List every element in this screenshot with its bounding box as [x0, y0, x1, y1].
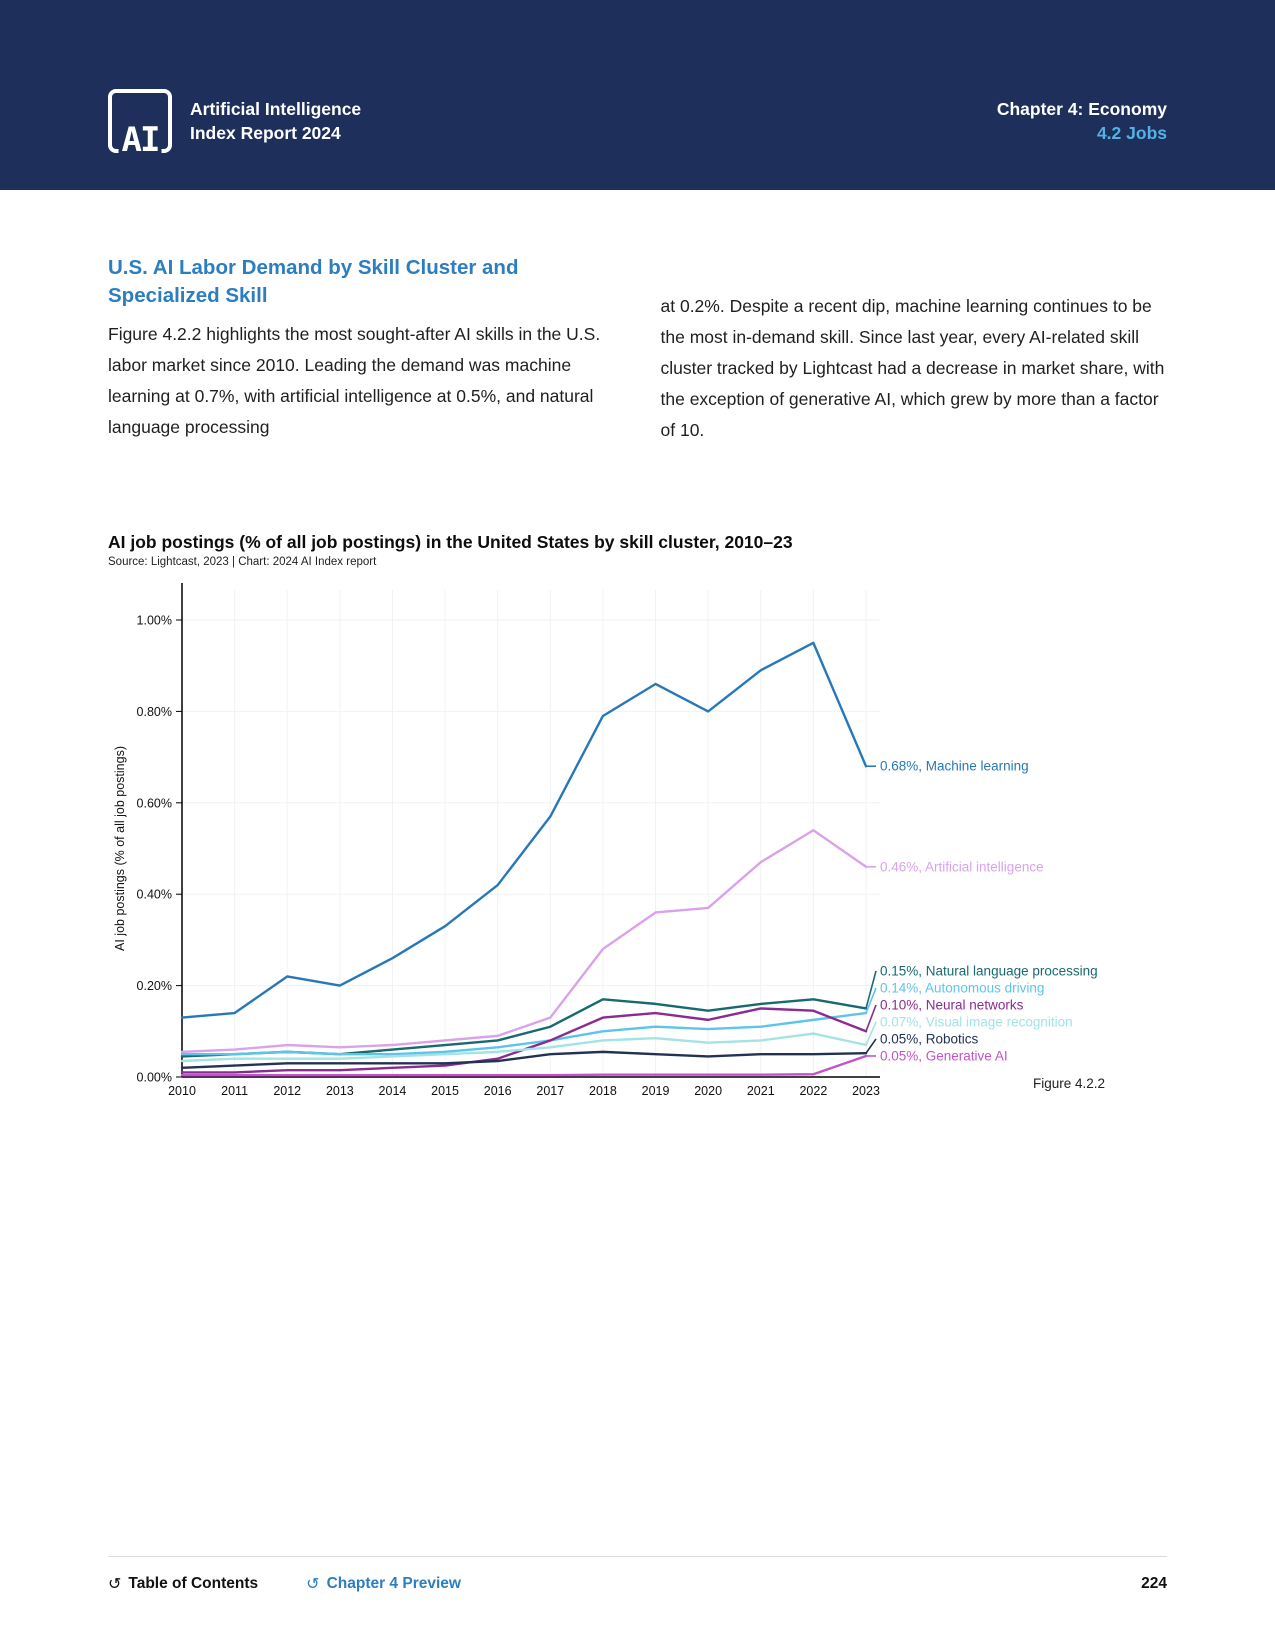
jobs-chart-svg	[108, 570, 1167, 1110]
y-tick-label: 0.20%	[136, 979, 172, 994]
y-tick-label: 0.80%	[136, 704, 172, 719]
intro-paragraph-right: at 0.2%. Despite a recent dip, machine learning continues to be the most in-demand skill. Since last year, every AI-related skill cluster tracked by Lightcast had a decrease in market share, with the exception of generative AI, which grew by more than a factor of 10.	[660, 296, 1165, 440]
x-tick-label: 2015	[431, 1084, 459, 1098]
brand-title-line1: Artificial Intelligence	[190, 99, 362, 119]
series-line-artificial-intelligence	[182, 830, 866, 1052]
y-tick-label: 1.00%	[136, 613, 172, 628]
page-header	[0, 0, 1275, 190]
x-tick-label: 2021	[746, 1084, 775, 1098]
series-label-generative-ai: 0.05%, Generative AI	[880, 1048, 1008, 1064]
x-tick-label: 2011	[221, 1084, 249, 1098]
x-tick-label: 2016	[483, 1084, 512, 1098]
logo-ai-text: AI	[119, 121, 162, 159]
chapter-info	[997, 97, 1167, 145]
ai-index-logo-icon	[108, 89, 172, 160]
chart-block	[108, 531, 1167, 1110]
chart-title: AI job postings (% of all job postings) in the United States by skill cluster, 2010–23	[108, 532, 793, 552]
page-footer	[108, 1556, 1167, 1594]
brand-title	[190, 97, 361, 145]
page-number: 224	[1141, 1575, 1167, 1592]
y-tick-label: 0.60%	[136, 796, 172, 811]
x-tick-label: 2023	[852, 1084, 880, 1098]
chapter-preview-label: Chapter 4 Preview	[326, 1575, 461, 1592]
chapter-label: Chapter 4: Economy	[996, 99, 1167, 119]
x-tick-label: 2019	[641, 1084, 670, 1098]
series-label-neural-networks: 0.10%, Neural networks	[880, 997, 1024, 1013]
section-label: 4.2 Jobs	[1096, 123, 1167, 143]
series-label-robotics: 0.05%, Robotics	[880, 1031, 979, 1047]
y-tick-label: 0.40%	[136, 887, 172, 902]
table-of-contents-link[interactable]	[108, 1574, 258, 1594]
x-tick-label: 2013	[325, 1084, 354, 1098]
series-label-machine-learning: 0.68%, Machine learning	[880, 758, 1029, 774]
section-heading: U.S. AI Labor Demand by Skill Cluster and Specialized Skill	[108, 256, 519, 307]
x-tick-label: 2017	[536, 1084, 565, 1098]
series-label-visual-image-recognition: 0.07%, Visual image recognition	[880, 1014, 1073, 1030]
x-tick-label: 2014	[378, 1084, 407, 1098]
main-content	[0, 254, 1275, 1110]
intro-column-right	[661, 254, 1168, 446]
series-label-natural-language-processing: 0.15%, Natural language processing	[880, 963, 1098, 979]
brand-title-line2: Index Report 2024	[190, 123, 341, 143]
y-axis-title: AI job postings (% of all job postings)	[113, 746, 127, 951]
series-label-autonomous-driving: 0.14%, Autonomous driving	[880, 980, 1045, 996]
table-of-contents-label: Table of Contents	[128, 1575, 259, 1592]
x-tick-label: 2018	[589, 1084, 617, 1098]
figure-caption: Figure 4.2.2	[1032, 1076, 1105, 1091]
intro-section	[108, 254, 1167, 446]
y-tick-label: 0.00%	[136, 1070, 172, 1085]
intro-paragraph-left: Figure 4.2.2 highlights the most sought-after AI skills in the U.S. labor market since 2010. Leading the demand was machine learning at 0.7%, with artificial intelligence at 0.5%, and natural language processing	[108, 324, 601, 437]
brand	[108, 89, 362, 160]
x-tick-label: 2012	[273, 1084, 302, 1098]
x-tick-label: 2010	[168, 1084, 196, 1098]
intro-column-left	[108, 254, 615, 446]
series-line-machine-learning	[182, 643, 866, 1018]
chart-source: Source: Lightcast, 2023 | Chart: 2024 AI Index report	[108, 556, 377, 568]
chapter-preview-link[interactable]	[306, 1574, 461, 1594]
back-arrow-icon: ↺	[108, 1576, 122, 1593]
x-tick-label: 2022	[799, 1084, 828, 1098]
back-arrow-icon: ↺	[306, 1576, 320, 1593]
series-label-artificial-intelligence: 0.46%, Artificial intelligence	[880, 859, 1044, 875]
x-tick-label: 2020	[694, 1084, 723, 1098]
